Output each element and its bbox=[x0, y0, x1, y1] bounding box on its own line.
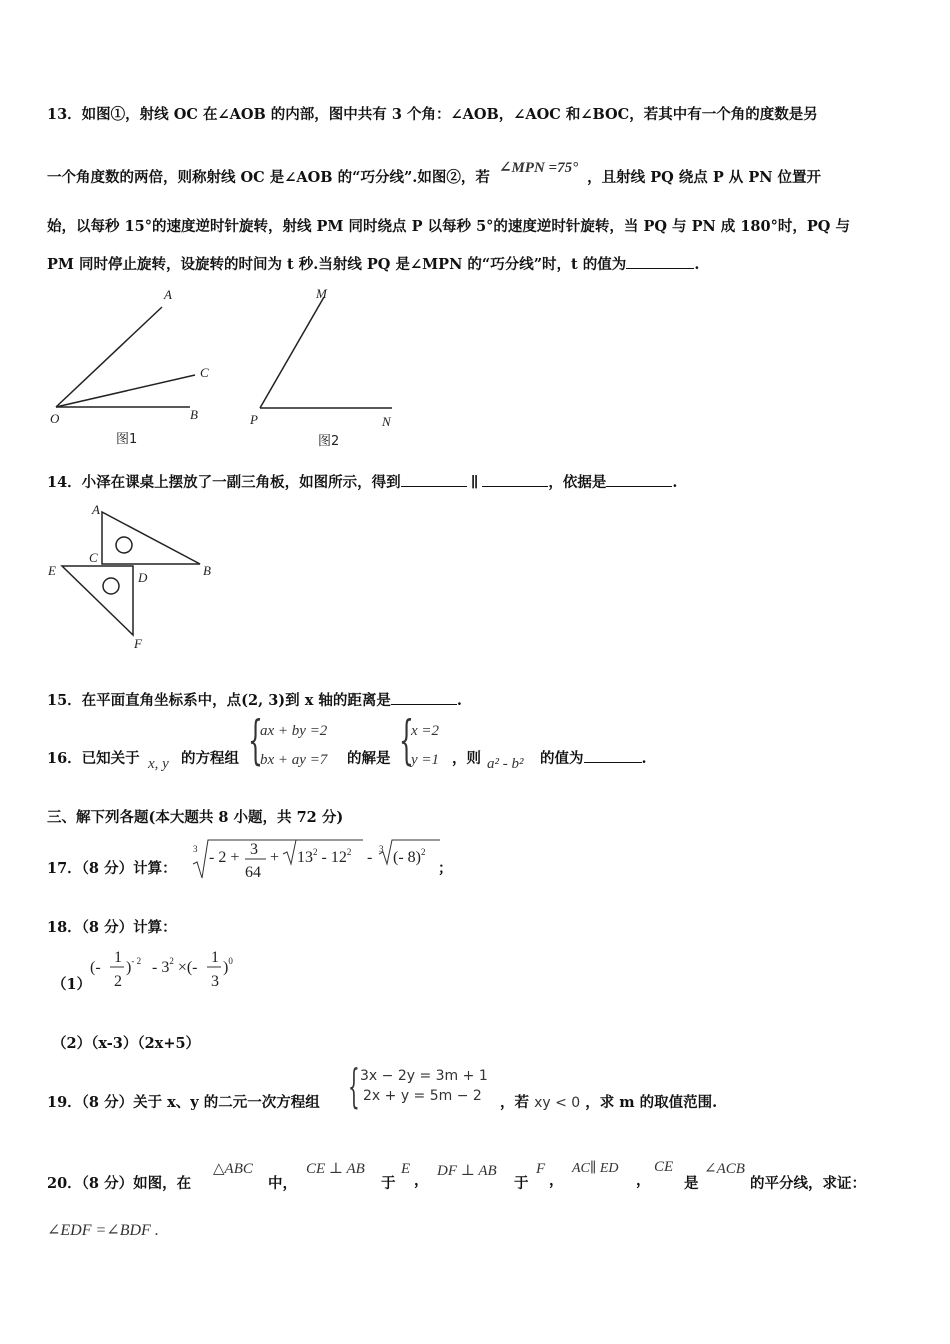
q16-eq2: bx + ay =7 bbox=[260, 752, 328, 768]
q16-sol2: y =1 bbox=[411, 752, 440, 768]
label-m: M bbox=[316, 286, 327, 301]
q16-vars: x, y bbox=[148, 756, 169, 772]
q20-yu-2: 于 bbox=[514, 1175, 529, 1192]
q19-text-b: ，若 bbox=[500, 1094, 529, 1111]
q20-ac-parallel-ed: AC∥ ED bbox=[572, 1161, 619, 1176]
q20-point-e: E bbox=[401, 1161, 411, 1177]
q20-df-perp-ab: DF ⊥ AB bbox=[437, 1163, 497, 1179]
triangle-acb bbox=[102, 512, 200, 564]
q16-text-e: 的值为 bbox=[540, 750, 584, 767]
q19-tail bbox=[500, 1091, 717, 1112]
q14-text-b: ，依据是 bbox=[548, 474, 607, 491]
fraction-numerator-3: 3 bbox=[250, 841, 258, 858]
q20-ce-perp-ab: CE ⊥ AB bbox=[306, 1161, 365, 1177]
q13-line4-end: . bbox=[694, 256, 700, 273]
q16-sol1: x =2 bbox=[411, 723, 440, 739]
q19-eq2: 2x + y = 5m − 2 bbox=[363, 1088, 482, 1104]
label-n: N bbox=[382, 414, 391, 429]
figure-2-caption: 图2 bbox=[318, 434, 340, 449]
triangle-edf bbox=[62, 566, 133, 635]
half-denominator: 2 bbox=[114, 973, 122, 990]
section-3-title: 三、解下列各题(本大题共 8 小题，共 72 分) bbox=[47, 809, 344, 826]
q20-yu-1: 于 bbox=[381, 1175, 396, 1192]
q18-label: 18．（8 分）计算： bbox=[47, 919, 177, 936]
q20-proof-statement: ∠EDF =∠BDF . bbox=[47, 1222, 159, 1239]
term-minus-8-squared: (- 8)$^2$ bbox=[393, 847, 426, 866]
q16-text-c: 的解是 bbox=[347, 750, 391, 767]
q17-expression bbox=[190, 832, 450, 884]
answer-blank-distance[interactable] bbox=[391, 690, 457, 705]
angle-mpn-expression: ∠MPN =75° bbox=[498, 160, 579, 176]
q13-line1: 13．如图①，射线 OC 在∠AOB 的内部，图中共有 3 个角：∠AOB，∠AOC 和∠BOC，若其中有一个角的度数是另 bbox=[47, 106, 818, 123]
cube-root-index-1: 3 bbox=[193, 844, 198, 854]
q16-expression: a² - b² bbox=[487, 756, 524, 772]
q16-eq1: ax + by =2 bbox=[260, 723, 328, 739]
third-numerator: 1 bbox=[211, 949, 219, 966]
q20-triangle: △ABC bbox=[213, 1161, 253, 1177]
triangle-hole-lower bbox=[103, 578, 119, 594]
figure-2-angle-mpn bbox=[240, 283, 410, 453]
term-13-squared-minus-12-squared: $13^2 - 12^2$ bbox=[297, 847, 352, 866]
paren-close-exponent: )$^{- 2}$ bbox=[126, 956, 142, 976]
q19-condition: xy < 0 bbox=[534, 1095, 581, 1111]
fraction-denominator-64: 64 bbox=[245, 864, 261, 881]
q14-end: . bbox=[672, 474, 678, 491]
answer-blank-reason[interactable] bbox=[606, 472, 672, 487]
half-numerator: 1 bbox=[114, 949, 122, 966]
parallel-symbol: ∥ bbox=[470, 474, 479, 491]
q20-sep-2: ， bbox=[549, 1172, 564, 1189]
label-b: B bbox=[203, 563, 211, 578]
q20-sep-3: ， bbox=[636, 1172, 651, 1189]
q19-text-c: ，求 m 的取值范围. bbox=[585, 1094, 718, 1111]
q16-text-a: 16．已知关于 bbox=[47, 750, 140, 767]
q16-system-brace: { bbox=[248, 711, 263, 771]
q13-line4 bbox=[47, 253, 699, 274]
label-e: E bbox=[48, 563, 56, 578]
ray-oc bbox=[56, 375, 195, 407]
q19-system-brace: { bbox=[348, 1059, 360, 1113]
figure-1-caption: 图1 bbox=[116, 432, 138, 447]
q16-tail bbox=[540, 747, 647, 768]
q20-shi: 是 bbox=[684, 1175, 699, 1192]
q15-text: 15．在平面直角坐标系中，点(2, 3)到 x 轴的距离是 bbox=[47, 692, 391, 709]
paren-close-zero-exponent: )$^0$ bbox=[223, 956, 233, 976]
third-denominator: 3 bbox=[211, 973, 219, 990]
q17-end: ； bbox=[438, 860, 453, 877]
plus-sign: + bbox=[270, 849, 280, 866]
q13-line4-text: PM 同时停止旋转，设旋转的时间为 t 秒.当射线 PQ 是∠MPN 的“巧分线”时，t 的值为 bbox=[47, 256, 627, 273]
paren-open-minus: (- bbox=[90, 959, 101, 976]
q13-line2 bbox=[47, 160, 822, 187]
cube-root-index-2: 3 bbox=[379, 844, 384, 854]
q20-text-a: 20．（8 分）如图，在 bbox=[47, 1175, 192, 1192]
label-f: F bbox=[134, 636, 142, 651]
q16-solution-brace: { bbox=[399, 711, 414, 771]
label-b: B bbox=[190, 407, 198, 422]
q18-part1-expression bbox=[88, 940, 258, 996]
label-p: P bbox=[250, 412, 258, 427]
ray-oa bbox=[56, 307, 162, 407]
q13-line2-text-a: 一个角度数的两倍，则称射线 OC 是∠AOB 的“巧分线”.如图②，若 bbox=[47, 169, 490, 186]
figure-triangle-rulers bbox=[40, 500, 230, 655]
q20-text-c: 的平分线，求证： bbox=[750, 1175, 866, 1192]
q20-ce: CE bbox=[654, 1159, 674, 1175]
minus-sign: - bbox=[367, 849, 373, 866]
label-d: D bbox=[138, 570, 148, 585]
ray-pm bbox=[260, 297, 324, 408]
q18-part1-label: （1） bbox=[52, 976, 92, 993]
answer-blank-t[interactable] bbox=[626, 254, 694, 269]
answer-blank-value[interactable] bbox=[584, 748, 642, 763]
q19-text-a: 19．（8 分）关于 x、y 的二元一次方程组 bbox=[47, 1094, 320, 1111]
term-minus-2: - 2 + bbox=[209, 849, 240, 866]
q13-line3: 始，以每秒 15°的速度逆时针旋转，射线 PM 同时绕点 P 以每秒 5°的速度逆时针旋转，当 PQ 与 PN 成 180°时，PQ 与 bbox=[47, 218, 850, 235]
label-a: A bbox=[164, 287, 172, 302]
q14-text-a: 14．小泽在课桌上摆放了一副三角板，如图所示，得到 bbox=[47, 474, 401, 491]
answer-blank-line-1[interactable] bbox=[401, 472, 467, 487]
minus-3-squared-times: - $3^2$ ×(- bbox=[152, 956, 198, 976]
q14-line bbox=[47, 471, 677, 492]
q18-part2: （2）（x-3）（2x+5） bbox=[52, 1035, 201, 1052]
label-a: A bbox=[92, 502, 100, 517]
q20-point-f: F bbox=[536, 1161, 546, 1177]
triangle-hole-upper bbox=[116, 537, 132, 553]
figure-1-angle-aob bbox=[40, 283, 230, 453]
q17-label: 17．（8 分）计算： bbox=[47, 860, 177, 877]
q15-line bbox=[47, 689, 462, 710]
q13-line2-text-b: ，且射线 PQ 绕点 P 从 PN 位置开 bbox=[587, 169, 822, 186]
q19-eq1: 3x − 2y = 3m + 1 bbox=[360, 1068, 488, 1084]
q16-end: . bbox=[641, 750, 647, 767]
label-c: C bbox=[89, 550, 98, 565]
label-c: C bbox=[200, 365, 209, 380]
q16-text-d: ，则 bbox=[452, 750, 481, 767]
q20-sep-1: ， bbox=[414, 1172, 429, 1189]
q20-text-b: 中， bbox=[268, 1175, 297, 1192]
q15-end: . bbox=[456, 692, 462, 709]
q16-text-b: 的方程组 bbox=[181, 750, 239, 767]
label-o: O bbox=[50, 411, 60, 426]
q20-angle-acb: ∠ACB bbox=[704, 1161, 745, 1177]
answer-blank-line-2[interactable] bbox=[482, 472, 548, 487]
